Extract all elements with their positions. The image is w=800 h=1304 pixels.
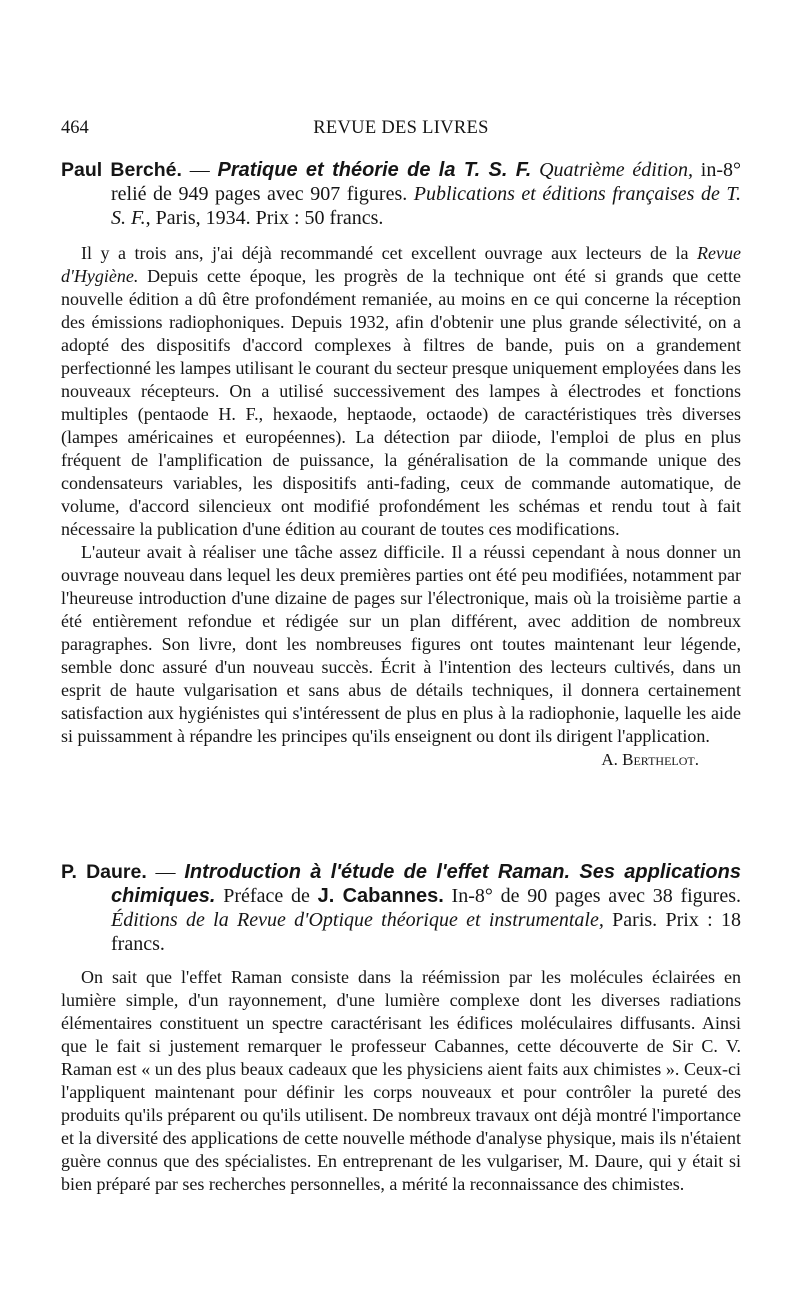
review-1-book-title: Pratique et théorie de la T. S. F. xyxy=(217,159,532,181)
page-number: 464 xyxy=(61,118,89,138)
review-2-preface-name: J. Cabannes. xyxy=(317,885,444,907)
review-2-book-title: Introduction à l'étude de l'effet Raman. Ses applications chimiques. xyxy=(111,861,741,907)
review-1-heading xyxy=(61,158,741,230)
review-2-place-price: Paris. Prix : 18 francs. xyxy=(111,909,741,955)
review-1-paragraph-1-start: Il y a trois ans, j'ai déjà recommandé cet excellent ouvrage aux lecteurs de la xyxy=(81,243,698,263)
page-header xyxy=(61,114,741,142)
review-entry-1 xyxy=(61,158,741,230)
review-1-paragraph-1-rest: Depuis cette époque, les progrès de la technique ont été si grands que cette nouvelle édition a dû être profondément remaniée, au moins en ce qui concerne la réception des émissions radiophoniques. Depuis 1932, afin d'obtenir une plus grande sélectivité, on a adopté des dispositifs d'accord complexes à filtres de bande, puis on a grandement perfectionné les lampes utilisant le courant du secteur presque uniquement employées dans les nouveaux récepteurs. On a utilisé successivement des lampes à électrodes et fonctions multiples (pentaode H. F., hexaode, heptaode, octaode) de caractéristiques très diverses (lampes américaines et européennes). La détection par diiode, l'emploi de plus en plus fréquent de l'amplification de puissance, la généralisation de la commande unique des condensateurs variables, les dispositifs anti-fading, ceux de commande automatique, de volume, d'accord silencieux ont modifié profondément les schémas et rendu tout à fait nécessaire la publication d'une édition au courant de toutes ces modifications. xyxy=(61,266,741,539)
review-1-edition: Quatrième édition, xyxy=(531,159,693,181)
review-entry-2 xyxy=(61,860,741,956)
review-1-details: in-8° relié de 949 pages avec 907 figures. xyxy=(111,159,741,205)
running-title: REVUE DES LIVRES xyxy=(313,118,489,138)
review-1-paragraph-2 xyxy=(61,541,741,769)
review-2-paragraph-1: On sait que l'effet Raman consiste dans la réémission par les molécules éclairées en lumière simple, d'un rayonnement, d'une lumière complexe dont les diverses radiations élémentaires constituent un spectre caractérisant les édifices moléculaires diffusants. Ainsi que le fait si justement remarquer le professeur Cabannes, cette découverte de Sir C. V. Raman est « un des plus beaux cadeaux que les physiciens aient faits aux chimistes ». Ceux-ci l'appliquent maintenant pour définir les corps nouveaux et pour contrôler la pureté des produits qu'ils préparent ou qu'ils utilisent. De nombreux travaux ont déjà montré l'importance et la diversité des applications de cette nouvelle méthode d'analyse physique, mais ils n'étaient guère connus que des spécialistes. En entreprenant de les vulgariser, M. Daure, qui y était si bien préparé par ses recherches personnelles, a mérité la reconnaissance des chimistes. xyxy=(61,967,741,1194)
review-1-paragraph-2-text: L'auteur avait à réaliser une tâche assez difficile. Il a réussi cependant à nous donner un ouvrage nouveau dans lequel les deux premières parties ont été peu modifiées, notamment par l'heureuse introduction d'une dizaine de pages sur l'électronique, mais où la troisième partie a été entièrement refondue et rédigée sur un plan différent, avec addition de nombreux paragraphes. Son livre, dont les nombreuses figures ont toutes maintenant leur légende, semble donc assuré d'un nouveau succès. Écrit à l'intention des lecteurs cultivés, dans un esprit de haute vulgarisation et sans abus de détails techniques, il donnera certainement satisfaction aux hygiénistes qui s'intéressent de plus en plus à la radiophonie, laquelle les aide si puissamment à répandre les principes qu'ils enseignent ou dont ils dirigent l'application. xyxy=(61,542,741,746)
review-2-preface-label: Préface de xyxy=(215,885,318,907)
review-1-author: Paul Berché. xyxy=(61,159,182,181)
review-1-journal: Revue d'Hygiène. xyxy=(61,243,741,286)
review-1-signature: A. Berthelot. xyxy=(601,750,699,769)
review-2-dash: — xyxy=(146,861,185,883)
review-2-author: P. Daure. xyxy=(61,861,147,883)
review-2-heading xyxy=(61,860,741,956)
review-1-dash: — xyxy=(181,159,218,181)
review-2-body xyxy=(61,966,741,1196)
review-2-details: In-8° de 90 pages avec 38 figures. xyxy=(443,885,742,907)
review-1-publisher: Publications et éditions françaises de T. S. F. xyxy=(111,183,741,229)
review-1-body xyxy=(61,242,741,771)
review-2-publisher: Éditions de la Revue d'Optique théorique et instrumentale, xyxy=(111,909,604,931)
review-1-paragraph-1 xyxy=(61,242,741,541)
review-1-place-price: , Paris, 1934. Prix : 50 francs. xyxy=(145,207,384,229)
